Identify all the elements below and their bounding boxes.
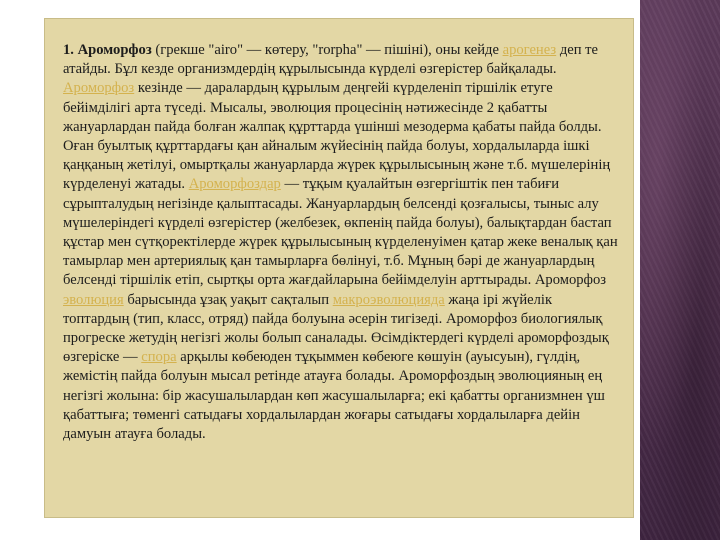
text-segment: кезінде — даралардың құрылым деңгейі күрделеніп тіршілік етуге бейімділігі арта түседі. Мысалы, эволюция процесінің нәтижесінде 2 қабатты жануарлардан пайда болған жалпақ құрттарда үшінші мезодерма қабаты пайда болды. Оған буылтық құрттардағы қан айналым жүйесінің пайда болуы, хордалыларда ішкі қаңқаның жетілуі, омыртқалы жануарларда жүрек құрылысының және т.б. мүшелерінің күрделенуі жатады.	[63, 80, 611, 193]
decorative-side-band	[640, 0, 720, 540]
term-heading: 1. Ароморфоз	[63, 42, 152, 58]
link-aromorfozdar[interactable]: Ароморфоздар	[188, 176, 281, 193]
main-paragraph	[63, 41, 619, 444]
text-segment: — тұқым қуалайтын өзгергіштік пен табиғи сұрыпталудың негізінде қалыптасады. Жануарлардың белсенді қозғалысы, тыныс алу мүшелеріндегі күрделі өзгерістер (желбезек, өкпенің пайда болуы), балықтардан бастап құстар мен сүтқоректілерде жүрек құрылысының күрделенуімен қатар жеке веналық қан тамырлар мен артериялық қан тамырларға бөлінуі, т.б. Мұның бәрі де жануарлардың белсенді тіршілік етіп, сыртқы орта жағдайларына бейімделуін арттырады. Ароморфоз	[63, 176, 618, 289]
text-segment: деп те атайды. Бұл кезде организмдердің құрылысында күрделі өзгерістер байқалады.	[63, 42, 599, 78]
bottom-margin	[0, 518, 640, 540]
link-evolyutsiya[interactable]: эволюция	[63, 291, 124, 308]
link-makroevolyutsiya[interactable]: макроэволюцияда	[332, 291, 445, 308]
text-box	[44, 18, 634, 518]
link-aromorfoz[interactable]: Ароморфоз	[63, 80, 135, 97]
text-segment: жаңа ірі жүйелік топтардың (тип, класс, отряд) пайда болуына әсерін тигізеді. Ароморфоз биологиялық прогреске жетудің негізгі жолы болып саналады. Өсімдіктердегі күрделі ароморфоздық өзгеріске —	[63, 291, 609, 366]
text-segment: (грекше "airo" — көтеру, "rorpha" — пішіні), оны кейде	[151, 42, 503, 58]
text-segment: барысында ұзақ уақыт сақталып	[123, 291, 333, 308]
link-arogenez[interactable]: арогенез	[502, 42, 557, 58]
text-segment: арқылы көбеюден тұқыммен көбеюге көшуін (ауысуын), гүлдің, жемістің пайда болуын мысал ретінде атауға болады. Ароморфоздың эволюцияның ең негізгі жолына: бір жасушалылардан көп жасушалыларға; екі қабатты организмнен үш қабаттыға; төменгі сатыдағы хордалылардан жоғары сатыдағы хордалыларға дейін дамуын атауға болады.	[63, 349, 605, 443]
link-spora[interactable]: спора	[141, 349, 177, 366]
